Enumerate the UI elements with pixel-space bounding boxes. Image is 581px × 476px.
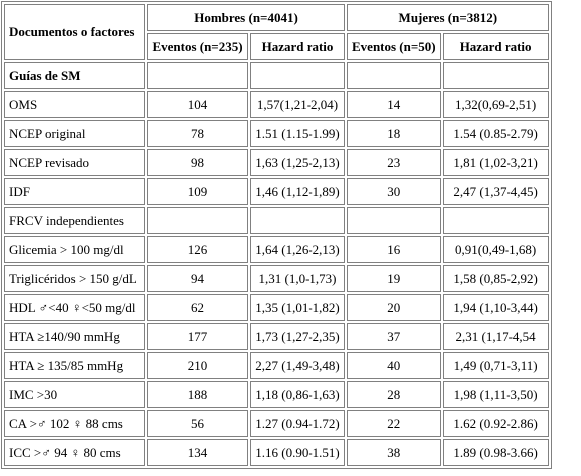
header-row-1 [4,4,549,31]
mujeres-hazard-ratio-cell: 1,58 (0,85-2,92) [443,265,549,292]
row-label: NCEP original [4,120,145,147]
table-row [4,91,549,118]
mujeres-eventos-cell: 18 [347,120,441,147]
table-row [4,62,549,89]
table-row [4,323,549,350]
mujeres-hazard-ratio-cell: 2,31 (1,17-4,54 [443,323,549,350]
mujeres-hazard-ratio-cell: 1,81 (1,02-3,21) [443,149,549,176]
mujeres-eventos-cell: 30 [347,178,441,205]
mujeres-eventos-cell [347,207,441,234]
header-mujeres-hazard-ratio: Hazard ratio [443,33,549,60]
hombres-hazard-ratio-cell: 1,35 (1,01-1,82) [250,294,345,321]
hombres-eventos-cell: 134 [147,439,248,466]
hombres-hazard-ratio-cell: 1.27 (0.94-1.72) [250,410,345,437]
hombres-eventos-cell [147,207,248,234]
mujeres-eventos-cell: 20 [347,294,441,321]
table-container [1,1,552,469]
hombres-hazard-ratio-cell: 1,57(1,21-2,04) [250,91,345,118]
table-row [4,352,549,379]
mujeres-hazard-ratio-cell: 1,32(0,69-2,51) [443,91,549,118]
hombres-hazard-ratio-cell: 1,63 (1,25-2,13) [250,149,345,176]
row-label: ICC >♂ 94 ♀ 80 cms [4,439,145,466]
row-label: OMS [4,91,145,118]
hombres-eventos-cell: 78 [147,120,248,147]
row-label: IDF [4,178,145,205]
mujeres-hazard-ratio-cell: 1,49 (0,71-3,11) [443,352,549,379]
table-row [4,149,549,176]
table-row [4,381,549,408]
mujeres-eventos-cell: 28 [347,381,441,408]
header-mujeres: Mujeres (n=3812) [347,4,549,31]
hombres-hazard-ratio-cell: 1,73 (1,27-2,35) [250,323,345,350]
header-hombres-hazard-ratio: Hazard ratio [250,33,345,60]
row-label: Glicemia > 100 mg/dl [4,236,145,263]
hombres-eventos-cell: 126 [147,236,248,263]
mujeres-hazard-ratio-cell: 1,94 (1,10-3,44) [443,294,549,321]
mujeres-hazard-ratio-cell: 2,47 (1,37-4,45) [443,178,549,205]
header-mujeres-eventos: Eventos (n=50) [347,33,441,60]
hombres-eventos-cell: 177 [147,323,248,350]
hombres-hazard-ratio-cell: 1,31 (1,0-1,73) [250,265,345,292]
table-row [4,439,549,466]
mujeres-eventos-cell: 37 [347,323,441,350]
header-documentos-factores: Documentos o factores [4,4,145,60]
mujeres-hazard-ratio-cell: 1.54 (0.85-2.79) [443,120,549,147]
hombres-eventos-cell: 62 [147,294,248,321]
mujeres-hazard-ratio-cell: 1,98 (1,11-3,50) [443,381,549,408]
hazard-ratio-table [1,1,552,469]
hombres-eventos-cell: 210 [147,352,248,379]
row-label: IMC >30 [4,381,145,408]
table-row [4,410,549,437]
mujeres-hazard-ratio-cell: 1.89 (0.98-3.66) [443,439,549,466]
hombres-eventos-cell: 188 [147,381,248,408]
mujeres-eventos-cell: 23 [347,149,441,176]
table-row [4,236,549,263]
hombres-eventos-cell: 56 [147,410,248,437]
header-hombres: Hombres (n=4041) [147,4,345,31]
row-label: HDL ♂<40 ♀<50 mg/dl [4,294,145,321]
table-row [4,207,549,234]
row-label: CA >♂ 102 ♀ 88 cms [4,410,145,437]
row-label: Triglicéridos > 150 g/dL [4,265,145,292]
hombres-eventos-cell: 94 [147,265,248,292]
row-label: FRCV independientes [4,207,145,234]
hombres-hazard-ratio-cell [250,62,345,89]
row-label: HTA ≥140/90 mmHg [4,323,145,350]
hombres-hazard-ratio-cell: 1,18 (0,86-1,63) [250,381,345,408]
hombres-hazard-ratio-cell: 1,46 (1,12-1,89) [250,178,345,205]
mujeres-eventos-cell: 22 [347,410,441,437]
mujeres-eventos-cell: 40 [347,352,441,379]
hombres-eventos-cell: 109 [147,178,248,205]
row-label: Guías de SM [4,62,145,89]
mujeres-hazard-ratio-cell [443,207,549,234]
hombres-eventos-cell: 98 [147,149,248,176]
hombres-hazard-ratio-cell: 2,27 (1,49-3,48) [250,352,345,379]
table-row [4,120,549,147]
header-hombres-eventos: Eventos (n=235) [147,33,248,60]
mujeres-hazard-ratio-cell: 1.62 (0.92-2.86) [443,410,549,437]
row-label: HTA ≥ 135/85 mmHg [4,352,145,379]
mujeres-hazard-ratio-cell: 0,91(0,49-1,68) [443,236,549,263]
mujeres-eventos-cell [347,62,441,89]
row-label: NCEP revisado [4,149,145,176]
mujeres-hazard-ratio-cell [443,62,549,89]
mujeres-eventos-cell: 14 [347,91,441,118]
hombres-eventos-cell [147,62,248,89]
mujeres-eventos-cell: 16 [347,236,441,263]
table-row [4,265,549,292]
mujeres-eventos-cell: 19 [347,265,441,292]
hombres-hazard-ratio-cell [250,207,345,234]
hombres-hazard-ratio-cell: 1,64 (1,26-2,13) [250,236,345,263]
mujeres-eventos-cell: 38 [347,439,441,466]
hombres-hazard-ratio-cell: 1.16 (0.90-1.51) [250,439,345,466]
table-row [4,178,549,205]
hombres-hazard-ratio-cell: 1.51 (1.15-1.99) [250,120,345,147]
hombres-eventos-cell: 104 [147,91,248,118]
table-row [4,294,549,321]
